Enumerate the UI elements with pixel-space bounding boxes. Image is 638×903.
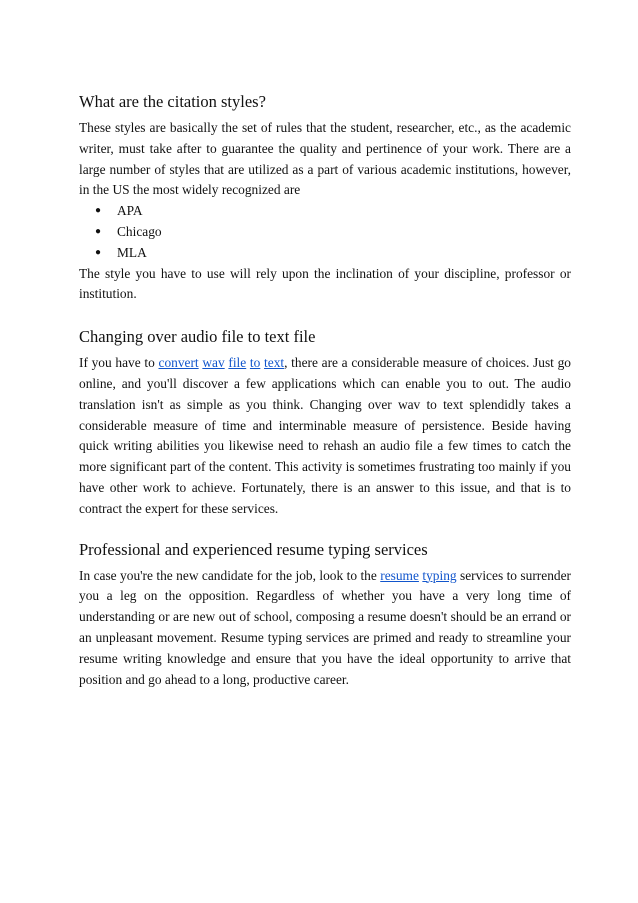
- paragraph-text: If you have to: [79, 355, 159, 371]
- list-item-label: MLA: [117, 244, 147, 260]
- document-body: [79, 92, 571, 690]
- bullet-list: [79, 201, 571, 263]
- bullet-icon: ●: [95, 205, 102, 217]
- list-item-label: Chicago: [117, 223, 162, 239]
- section-heading: Changing over audio file to text file: [79, 327, 316, 347]
- link-text[interactable]: text: [264, 355, 285, 371]
- list-item: [95, 243, 571, 264]
- section-resume-typing: [79, 540, 571, 691]
- link-resume[interactable]: resume: [380, 567, 419, 583]
- section-citation-styles: [79, 92, 571, 305]
- paragraph-text: , there are a considerable measure of choices. Just go online, and you'll discover a few applications which can enable you to out. The audio translation isn't as simple as you think. Changing over wav to text splendidly takes a considerable measure of time and interminable measure of persistence. Beside having quick writing abilities you likewise need to rehash an audio file a few times to catch the more significant part of the content. This activity is sometimes frustrating too mainly if you have other work to achieve. Fortunately, there is an answer to this issue, and that is to contract the expert for these services.: [79, 355, 571, 516]
- section-audio-to-text: [79, 327, 571, 519]
- bullet-icon: ●: [95, 246, 102, 258]
- paragraph-text: services to surrender you a leg on the opposition. Regardless of whether you have a very long time of understanding or are new out of school, composing a resume doesn't should be an errand or an unpleasant movement. Resume typing services are primed and ready to streamline your resume writing knowledge and ensure that you have the ideal opportunity to arrive that position and go ahead to a long, productive career.: [79, 567, 571, 687]
- bullet-icon: ●: [95, 225, 102, 237]
- section-heading: What are the citation styles?: [79, 92, 266, 111]
- link-wav[interactable]: wav: [202, 355, 225, 371]
- paragraph-text: In case you're the new candidate for the job, look to the: [79, 567, 381, 583]
- link-to[interactable]: to: [249, 355, 261, 371]
- link-convert[interactable]: convert: [158, 355, 199, 371]
- link-typing[interactable]: typing: [422, 567, 457, 583]
- section-paragraph: These styles are basically the set of rules that the student, researcher, etc., as the academic writer, must take after to guarantee the quality and pertinence of your work. There are a large number of styles that are utilized as a part of various academic institutions, however, in the US the most widely recognized are: [79, 120, 571, 198]
- section-paragraph: [79, 566, 571, 691]
- list-item-label: APA: [117, 203, 143, 219]
- list-item: [95, 201, 571, 222]
- link-file[interactable]: file: [228, 355, 247, 371]
- section-paragraph: [79, 353, 571, 519]
- list-item: [95, 222, 571, 243]
- closing-paragraph: The style you have to use will rely upon the inclination of your discipline, professor or institution.: [79, 265, 571, 302]
- section-heading: Professional and experienced resume typing services: [79, 539, 428, 559]
